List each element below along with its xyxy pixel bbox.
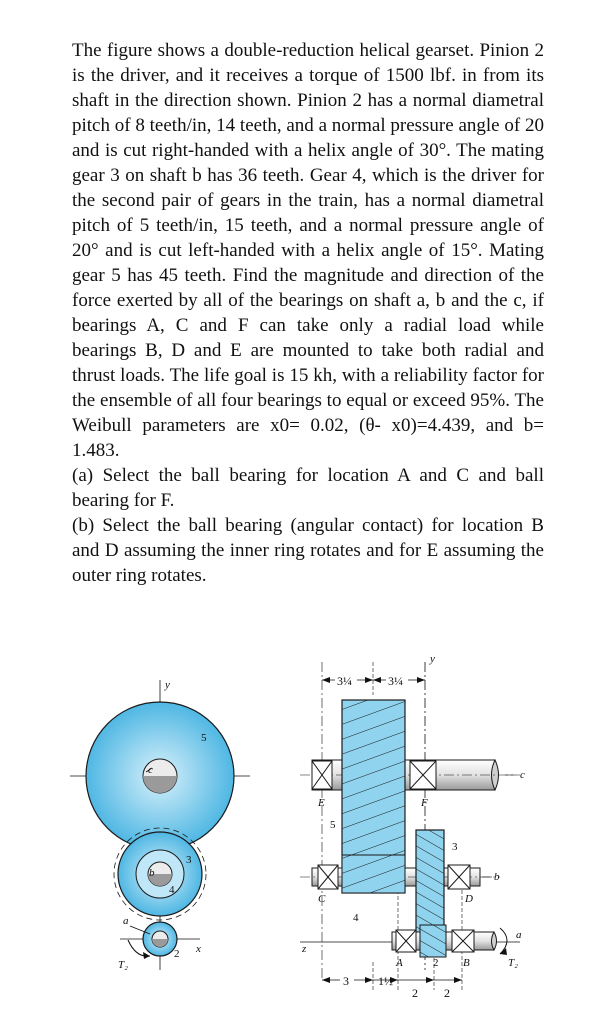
- bottom-dim-arrow-1: [322, 977, 330, 983]
- bearing-f-label: F: [421, 797, 428, 809]
- top-dim-arrow-3: [373, 677, 381, 683]
- bearing-b: [452, 930, 474, 952]
- bottom-dim-1: 3: [343, 974, 349, 988]
- bottom-dim-3: 2: [412, 986, 418, 1000]
- gear-2-side: [420, 925, 446, 957]
- right-gear-5-label: 5: [330, 819, 336, 831]
- bottom-dim-2: 1½: [378, 974, 393, 988]
- left-shaft-c-label: c: [148, 764, 153, 776]
- part-b: (b) Select the ball bearing (angular contact) for location B and D assuming the inner ring rotates and for E assuming the outer ring rotates.: [72, 515, 544, 586]
- shaft-a-break: [492, 932, 497, 950]
- bearing-a-label: A: [396, 957, 403, 969]
- bearing-e-label: E: [318, 797, 325, 809]
- left-gear-5-label: 5: [201, 732, 207, 744]
- bottom-dim-arrow-2: [365, 977, 373, 983]
- left-gear-2-label: 2: [174, 948, 180, 960]
- gear-3-side: [416, 830, 444, 938]
- bearing-e: [312, 761, 332, 789]
- bearing-b-label: B: [463, 957, 470, 969]
- right-shaft-c-label: c: [520, 769, 525, 781]
- bottom-dim-4: 2: [444, 986, 450, 1000]
- left-view: [70, 679, 250, 971]
- bearing-d: [448, 865, 470, 889]
- right-gear-4-label: 4: [353, 912, 359, 924]
- problem-text: [72, 38, 544, 588]
- gear-4-side: [342, 855, 405, 893]
- right-shaft-b-label: b: [494, 871, 500, 883]
- right-view: [300, 653, 525, 1000]
- torque-arrowhead-left: [143, 952, 150, 959]
- bearing-d-label: D: [465, 893, 473, 905]
- left-gear-3-label: 3: [186, 854, 192, 866]
- part-a: (a) Select the ball bearing for location A and C and ball bearing for F.: [72, 465, 544, 511]
- bearing-c-label: C: [318, 893, 326, 905]
- bearing-a: [396, 930, 416, 952]
- top-dim-arrow-2: [365, 677, 373, 683]
- right-gear-2-label: 2: [433, 957, 439, 969]
- top-dim-1: 3¼: [337, 674, 352, 688]
- top-dim-arrow-4: [417, 677, 425, 683]
- right-torque-label: T₂: [508, 957, 518, 969]
- right-gear-3-label: 3: [452, 841, 458, 853]
- left-torque-label: T₂: [118, 959, 128, 971]
- bottom-dim-arrow-5: [454, 977, 462, 983]
- right-z-label: z: [302, 943, 307, 955]
- bearing-c: [318, 865, 338, 889]
- right-shaft-a-label: a: [516, 929, 522, 941]
- left-shaft-b-label: b: [149, 867, 155, 879]
- top-dim-2: 3¼: [388, 674, 403, 688]
- bearing-f: [410, 761, 436, 789]
- top-dim-arrow-1: [322, 677, 330, 683]
- gearset-figure: [0, 640, 615, 1024]
- left-x-label: x: [196, 943, 201, 955]
- right-y-label: y: [430, 653, 435, 665]
- left-shaft-a-label: a: [123, 915, 129, 927]
- torque-arrowhead-right: [500, 948, 507, 955]
- left-gear-4-label: 4: [169, 884, 175, 896]
- problem-statement: The figure shows a double-reduction helical gearset. Pinion 2 is the driver, and it receives a torque of 1500 lbf. in from its shaft in the direction shown. Pinion 2 has a normal diametral pitch of 8 teeth/in, 14 teeth, and a normal pressure angle of 20 and is cut right-handed with a helix angle of 30°. The mating gear 3 on shaft b has 36 teeth. Gear 4, which is the driver for the second pair of gears in the train, has a normal diametral pitch of 5 teeth/in, 15 teeth, and a normal pressure angle of 20° and is cut left-handed with a helix angle of 15°. Mating gear 5 has 45 teeth. Find the magnitude and direction of the force exerted by all of the bearings on shaft a, b and the c, if bearings A, C and F can take only a radial load while bearings B, D and E are mounted to take both radial and thrust loads. The life goal is 15 kh, with a reliability factor for the ensemble of all four bearings to equal or exceed 95%. The Weibull parameters are x0= 0.02, (θ- x0)=4.439, and b= 1.483.: [72, 40, 544, 461]
- bottom-dim-arrow-4: [426, 977, 434, 983]
- left-y-label: y: [165, 679, 170, 691]
